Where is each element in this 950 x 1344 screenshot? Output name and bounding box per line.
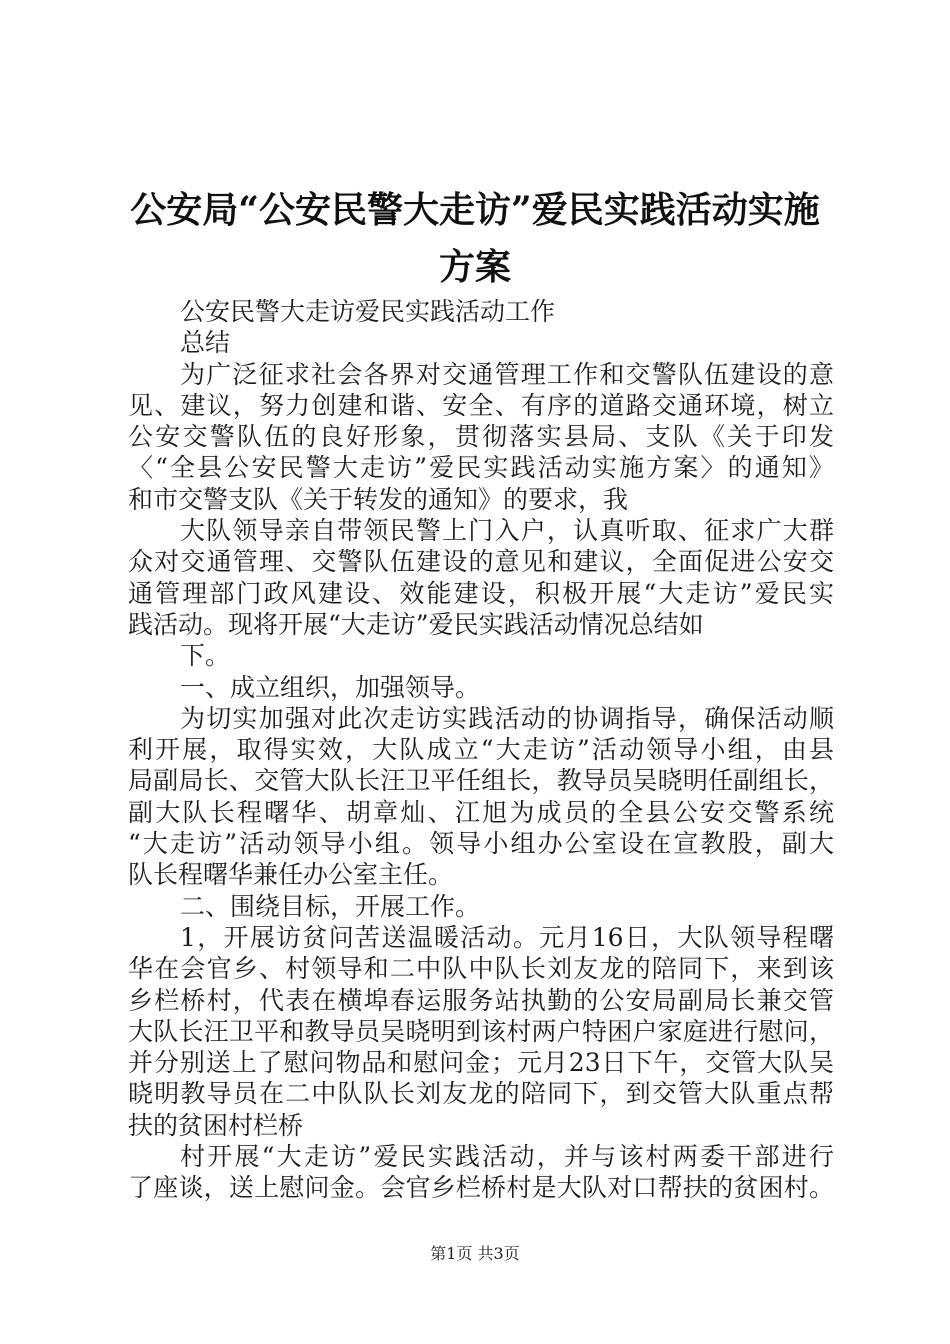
body-line: 大队长汪卫平和教导员吴晓明到该村两户特困户家庭进行慰问， bbox=[128, 1016, 834, 1046]
body-line: 扶的贫困村栏桥 bbox=[128, 1110, 304, 1140]
body-line: 众对交通管理、交警队伍建设的意见和建议，全面促进公安交 bbox=[128, 547, 834, 577]
body-line: 公安交警队伍的良好形象，贯彻落实县局、支队《关于印发 bbox=[128, 422, 834, 452]
body-line: 二、围绕目标，开展工作。 bbox=[180, 891, 481, 921]
body-line: 乡栏桥村，代表在横埠春运服务站执勤的公安局副局长兼交管 bbox=[128, 985, 834, 1015]
body-line: 〈“全县公安民警大走访”爱民实践活动实施方案〉的通知》 bbox=[128, 453, 834, 483]
body-line: 局副局长、交管大队长汪卫平任组长，教导员吴晓明任副组长， bbox=[128, 766, 834, 796]
body-line: 践活动。现将开展“大走访”爱民实践活动情况总结如 bbox=[128, 609, 704, 639]
body-line: 和市交警支队《关于转发的通知》的要求，我 bbox=[128, 484, 629, 514]
body-line: 并分别送上了慰问物品和慰问金；元月23日下午，交管大队吴 bbox=[128, 1048, 834, 1078]
body-line: 晓明教导员在二中队队长刘友龙的陪同下，到交管大队重点帮 bbox=[128, 1079, 834, 1109]
document-body bbox=[128, 296, 834, 1204]
body-line: 华在会官乡、村领导和二中队中队长刘友龙的陪同下，来到该 bbox=[128, 954, 834, 984]
body-line: 下。 bbox=[180, 641, 231, 671]
body-line: 见、建议，努力创建和谐、安全、有序的道路交通环境，树立 bbox=[128, 390, 834, 420]
body-line: 为切实加强对此次走访实践活动的协调指导，确保活动顺 bbox=[180, 703, 834, 733]
body-line: “大走访”活动领导小组。领导小组办公室设在宣教股，副大 bbox=[128, 829, 834, 859]
body-line: 通管理部门政风建设、效能建设，积极开展“大走访”爱民实 bbox=[128, 578, 834, 608]
body-line: 了座谈，送上慰问金。会官乡栏桥村是大队对口帮扶的贫困村。 bbox=[128, 1173, 834, 1203]
body-line: 公安民警大走访爱民实践活动工作 bbox=[180, 297, 556, 326]
body-line: 大队领导亲自带领民警上门入户，认真听取、征求广大群 bbox=[180, 516, 834, 546]
body-line: 1，开展访贫问苦送温暖活动。元月16日，大队领导程曙 bbox=[180, 922, 834, 952]
document-title-line-2: 方案 bbox=[438, 246, 511, 288]
document-title-line-1: 公安局“公安民警大走访”爱民实践活动实施 bbox=[130, 189, 820, 231]
body-line: 总结 bbox=[180, 328, 231, 358]
body-line: 村开展“大走访”爱民实践活动，并与该村两委干部进行 bbox=[180, 1142, 834, 1172]
body-line: 队长程曙华兼任办公室主任。 bbox=[128, 860, 454, 890]
body-line: 一、成立组织，加强领导。 bbox=[180, 672, 481, 702]
body-line: 副大队长程曙华、胡章灿、江旭为成员的全县公安交警系统 bbox=[128, 797, 834, 827]
body-line: 利开展，取得实效，大队成立“大走访”活动领导小组，由县 bbox=[128, 735, 834, 765]
page-number-footer: 第1页 共3页 bbox=[430, 1244, 520, 1263]
body-line: 为广泛征求社会各界对交通管理工作和交警队伍建设的意 bbox=[180, 359, 834, 389]
